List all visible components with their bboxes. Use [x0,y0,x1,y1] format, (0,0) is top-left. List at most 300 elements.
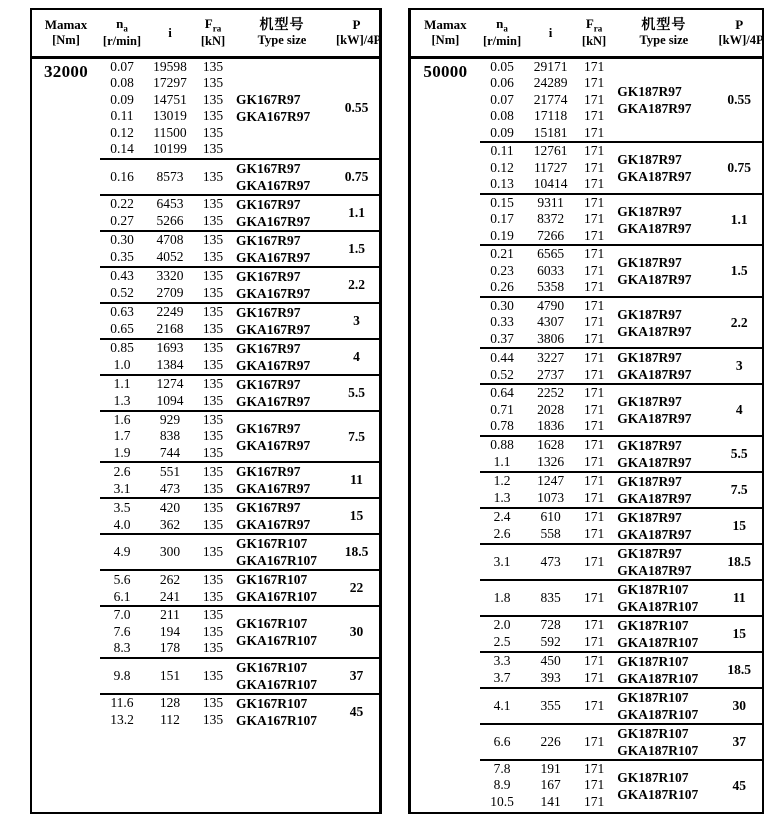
cell-power: 22 [334,570,379,606]
header-p [334,10,382,57]
cell-na: 1.3 [113,393,131,409]
cell-na: 3.1 [480,544,525,580]
cell-fra: 135 [196,267,230,285]
cell-i: 1628 [524,436,577,454]
cell-fra: 135 [202,444,224,460]
cell-fra: 171 [583,793,605,809]
cell-na: 0.16 [100,159,144,195]
cell-type-size [611,348,716,384]
cell-fra: 171 [577,688,611,724]
cell-i: 112 [160,712,180,728]
cell-na: 0.37 [490,330,514,346]
cell-type-size [230,267,334,303]
cell-fra: 171 [583,279,605,295]
type-size-line: GKA167R107 [236,553,317,569]
cell-i: 3806 [537,330,565,346]
cell-na: 1.8 [480,580,525,616]
cell-na: 10.5 [490,793,514,809]
cell-i: 728 [524,616,577,634]
cell-power: 1.1 [716,194,762,246]
mamax-value: 32000 [44,61,88,81]
cell-i: 2252 [524,384,577,402]
cell-fra: 135 [202,75,224,91]
cell-na: 0.88 [480,436,525,454]
cell-i: 2709 [156,285,184,301]
cell-fra: 171 [583,634,605,650]
type-size-line: GKA187R97 [617,490,692,506]
type-size-line: GKA167R97 [236,249,311,265]
cell-type-size [230,57,334,159]
cell-i: 1836 [537,418,565,434]
type-size-line: GKA187R97 [617,169,692,185]
cell-fra: 171 [577,348,611,366]
cell-na: 0.52 [490,366,514,382]
type-size-line: GK187R97 [617,437,682,453]
cell-na: 0.52 [110,285,134,301]
type-size-line: GK187R97 [617,306,682,322]
cell-type-size [230,231,334,267]
cell-fra: 135 [202,213,224,229]
cell-na: 0.11 [480,142,525,160]
type-size-line: GK187R107 [617,581,689,597]
cell-na: 1.0 [113,357,131,373]
type-size-line: GK187R107 [617,617,689,633]
cell-type-size [611,57,716,142]
cell-fra: 171 [577,580,611,616]
type-size-line: GK167R107 [236,616,308,632]
cell-i: 29171 [533,58,568,74]
cell-fra: 135 [202,428,224,444]
cell-i: 1384 [156,357,184,373]
cell-type-size [230,606,334,658]
cell-power: 1.5 [716,245,762,297]
header-i-line1: i [168,24,172,40]
table-frame-right [408,8,764,814]
cell-fra: 171 [583,176,605,192]
cell-na: 0.09 [490,124,514,140]
cell-power: 37 [716,724,762,760]
cell-fra: 135 [196,534,230,570]
header-mamax-line1: Mamax [44,17,88,33]
cell-type-size [611,508,716,544]
header-mamax [411,10,480,57]
cell-fra: 135 [196,231,230,249]
cell-fra: 135 [196,159,230,195]
cell-fra: 135 [196,303,230,321]
header-i [524,10,577,57]
cell-fra: 171 [583,211,605,227]
header-fra-line2: [kN] [200,34,226,49]
cell-fra: 135 [202,712,224,728]
cell-na: 0.07 [110,58,134,74]
header-na-line2: [r/min] [102,34,142,49]
header-type-line1: 机型号 [641,16,687,33]
header-type-line2: Type size [257,33,307,48]
cell-na: 8.3 [113,640,131,656]
cell-fra: 135 [202,588,224,604]
cell-fra: 171 [583,418,605,434]
cell-i: 241 [159,588,181,604]
cell-i: 5358 [537,279,565,295]
type-size-line: GK167R107 [236,572,308,588]
header-fra-line2: [kN] [581,34,607,49]
cell-power: 30 [334,606,379,658]
header-p-line2: [kW]/4P [336,32,382,47]
type-size-line: GK187R97 [617,394,682,410]
cell-na: 0.12 [110,124,134,140]
cell-i: 3320 [144,267,196,285]
cell-fra: 171 [577,142,611,160]
cell-fra: 135 [196,570,230,588]
type-size-line: GK167R97 [236,232,301,248]
cell-na: 4.1 [480,688,525,724]
cell-i: 15181 [533,124,568,140]
cell-na: 2.6 [493,526,511,542]
cell-na: 8.9 [493,777,511,793]
cell-power: 2.2 [334,267,379,303]
type-size-line: GKA187R97 [617,454,692,470]
cell-type-size [230,159,334,195]
cell-fra: 135 [202,141,224,157]
cell-na: 11.6 [100,694,144,712]
header-na [100,10,144,57]
header-mamax [32,10,100,57]
cell-power: 4 [716,384,762,436]
cell-i: 2249 [144,303,196,321]
cell-na: 9.8 [100,658,144,694]
cell-power: 7.5 [716,472,762,508]
header-na-subscript: a [123,23,128,34]
cell-power: 15 [334,498,379,534]
cell-na: 1.1 [100,375,144,393]
cell-fra: 171 [583,401,605,417]
cell-i: 838 [159,428,181,444]
type-size-line: GKA167R97 [236,321,311,337]
type-size-line: GKA167R97 [236,437,311,453]
header-mamax-line2: [Nm] [52,32,80,47]
table-header-1 [411,10,762,57]
cell-na: 0.11 [110,108,134,124]
type-size-line: GK167R97 [236,340,301,356]
type-size-line: GKA187R97 [617,323,692,339]
header-p-line1: P [352,17,361,33]
cell-fra: 171 [577,616,611,634]
cell-i: 362 [159,516,181,532]
cell-i: 1274 [144,375,196,393]
type-size-line: GKA167R97 [236,213,311,229]
cell-fra: 171 [583,58,605,74]
cell-i: 10199 [153,141,187,157]
cell-fra: 135 [202,108,224,124]
type-size-line: GK167R97 [236,160,301,176]
cell-na: 1.7 [113,428,131,444]
cell-power: 11 [716,580,762,616]
type-size-line: GK167R107 [236,536,308,552]
cell-na: 0.35 [110,249,134,265]
cell-na: 0.78 [490,418,514,434]
cell-type-size [230,339,334,375]
cell-power: 30 [716,688,762,724]
type-size-line: GK167R97 [236,376,301,392]
cell-power: 5.5 [334,375,379,411]
cell-fra: 135 [196,658,230,694]
cell-fra: 171 [577,724,611,760]
cell-type-size [230,658,334,694]
cell-i: 9311 [524,194,577,212]
header-i-line1: i [548,24,553,40]
cell-type-size [611,245,716,297]
header-i [144,10,196,57]
type-size-line: GK187R97 [617,255,682,271]
cell-i: 167 [540,777,561,793]
cell-fra: 135 [196,411,230,429]
cell-na: 0.26 [490,279,514,295]
type-size-line: GK187R97 [617,203,682,219]
cell-na: 1.9 [113,444,131,460]
cell-i: 393 [540,670,561,686]
header-type-line2: Type size [639,33,689,48]
type-size-line: GK167R97 [236,464,301,480]
header-na-subscript: a [503,23,508,34]
header-na [480,10,525,57]
cell-fra: 135 [202,124,224,140]
cell-fra: 171 [577,297,611,315]
cell-i: 592 [540,634,561,650]
cell-type-size [611,384,716,436]
type-size-line: GKA167R97 [236,357,311,373]
cell-i: 17297 [153,75,187,91]
cell-i: 14751 [153,91,187,107]
cell-type-size [230,375,334,411]
cell-na: 1.2 [480,472,525,490]
type-size-line: GK187R97 [617,545,682,561]
cell-type-size [230,498,334,534]
table-row [32,57,379,75]
cell-i: 13019 [153,108,187,124]
cell-fra: 171 [583,670,605,686]
type-size-line: GK187R97 [617,350,682,366]
cell-na: 0.27 [110,213,134,229]
cell-na: 7.0 [100,606,144,624]
cell-na: 0.23 [490,262,514,278]
cell-type-size [611,142,716,194]
cell-i: 420 [144,498,196,516]
cell-na: 13.2 [110,712,134,728]
header-p-line2: [kW]/4P [718,32,764,47]
cell-type-size [611,652,716,688]
cell-i: 4708 [144,231,196,249]
cell-na: 2.5 [493,634,511,650]
type-size-line: GKA167R97 [236,285,311,301]
cell-na: 0.65 [110,321,134,337]
header-fra [196,10,230,57]
spec-table-0 [32,10,382,729]
cell-na: 4.9 [100,534,144,570]
cell-i: 4052 [156,249,184,265]
cell-fra: 171 [583,314,605,330]
header-na-line1: $n_a$ [116,16,128,34]
cell-power: 18.5 [716,652,762,688]
cell-fra: 171 [577,194,611,212]
cell-na: 0.05 [490,58,514,74]
cell-i: 19598 [153,58,187,74]
type-size-line: GK167R97 [236,92,301,108]
header-type [230,10,334,57]
cell-na: 0.22 [100,195,144,213]
cell-power: 37 [334,658,379,694]
cell-i: 4307 [537,314,565,330]
type-size-line: GKA167R97 [236,177,311,193]
table-body-0 [32,57,379,729]
cell-na: 3.5 [100,498,144,516]
cell-na: 3.7 [493,670,511,686]
cell-i: 1326 [537,454,565,470]
cell-i: 11500 [153,124,187,140]
cell-na: 0.06 [490,75,514,91]
cell-i: 300 [144,534,196,570]
cell-na: 2.0 [480,616,525,634]
cell-fra: 171 [583,262,605,278]
cell-na: 4.0 [113,516,131,532]
cell-fra: 171 [583,108,605,124]
cell-type-size [611,544,716,580]
cell-fra: 135 [196,694,230,712]
header-fra-subscript: ra [593,23,603,34]
cell-type-size [611,436,716,472]
type-size-line: GKA187R107 [617,670,699,686]
cell-i: 151 [144,658,196,694]
header-fra-line1: $F_{ra}$ [585,16,603,34]
cell-i: 24289 [533,75,568,91]
cell-fra: 171 [577,652,611,670]
cell-na: 3.1 [113,480,131,496]
cell-na: 0.63 [100,303,144,321]
panel-right [390,0,780,824]
cell-i: 473 [159,480,181,496]
table-body-1 [411,57,762,810]
cell-i: 558 [540,526,561,542]
type-size-line: GK167R97 [236,268,301,284]
cell-i: 8573 [144,159,196,195]
cell-fra: 171 [577,472,611,490]
type-size-line: GKA167R97 [236,481,311,497]
type-size-line: GKA167R97 [236,393,311,409]
cell-power: 3 [716,348,762,384]
cell-na: 1.3 [493,490,511,506]
cell-type-size [230,570,334,606]
header-mamax-line1: Mamax [424,17,467,33]
cell-na: 0.33 [490,314,514,330]
type-size-line: GK187R107 [617,689,689,705]
cell-power: 3 [334,303,379,339]
cell-fra: 135 [202,393,224,409]
cell-type-size [230,462,334,498]
cell-i: 7266 [537,227,565,243]
header-type [611,10,716,57]
type-size-line: GKA187R97 [617,220,692,236]
cell-na: 7.6 [113,623,131,639]
cell-power: 5.5 [716,436,762,472]
cell-i: 4790 [524,297,577,315]
header-mamax-line2: [Nm] [431,32,460,47]
cell-power: 0.55 [344,100,369,116]
cell-i: 610 [524,508,577,526]
header-type-line1: 机型号 [259,16,305,33]
cell-i: 551 [144,462,196,480]
type-size-line: GKA187R107 [617,742,699,758]
cell-type-size [230,303,334,339]
cell-na: 7.8 [480,760,525,778]
cell-na: 0.43 [100,267,144,285]
cell-na: 1.6 [100,411,144,429]
cell-i: 262 [144,570,196,588]
cell-i: 6453 [144,195,196,213]
cell-fra: 171 [577,508,611,526]
cell-fra: 135 [196,375,230,393]
cell-type-size [230,195,334,231]
cell-na: 1.1 [493,454,511,470]
cell-i: 211 [144,606,196,624]
type-size-line: GK187R97 [617,152,682,168]
cell-type-size [611,724,716,760]
cell-type-size [611,472,716,508]
cell-power: 1.1 [334,195,379,231]
cell-fra: 135 [202,623,224,639]
cell-fra: 171 [577,245,611,263]
table-header-0 [32,10,382,57]
cell-fra: 135 [202,357,224,373]
type-size-line: GKA187R97 [617,526,692,542]
cell-i: 226 [524,724,577,760]
cell-i: 929 [144,411,196,429]
cell-na: 2.6 [100,462,144,480]
cell-i: 744 [159,444,181,460]
cell-type-size [611,616,716,652]
cell-type-size [230,411,334,463]
cell-type-size [611,580,716,616]
cell-power: 2.2 [716,297,762,349]
cell-na: 0.07 [490,91,514,107]
cell-na: 5.6 [100,570,144,588]
cell-type-size [611,297,716,349]
cell-i: 2168 [156,321,184,337]
type-size-line: GK187R107 [617,653,689,669]
cell-i: 17118 [533,108,568,124]
cell-fra: 171 [583,526,605,542]
cell-fra: 171 [583,454,605,470]
type-size-line: GK187R97 [617,473,682,489]
cell-na: 0.09 [110,91,134,107]
cell-i: 8372 [537,211,565,227]
cell-power: 18.5 [716,544,762,580]
cell-fra: 171 [577,544,611,580]
cell-fra: 135 [202,516,224,532]
header-fra [577,10,611,57]
type-size-line: GK167R97 [236,420,301,436]
cell-power: 1.5 [334,231,379,267]
cell-na: 0.13 [490,176,514,192]
cell-na: 0.08 [110,75,134,91]
type-size-line: GKA187R107 [617,706,699,722]
cell-na: 0.15 [480,194,525,212]
cell-power: 4 [334,339,379,375]
cell-na: 0.14 [110,141,134,157]
cell-fra: 171 [583,159,605,175]
type-size-line: GKA187R107 [617,634,699,650]
type-size-line: GKA187R97 [617,272,692,288]
cell-na: 0.12 [490,159,514,175]
cell-power: 15 [716,616,762,652]
